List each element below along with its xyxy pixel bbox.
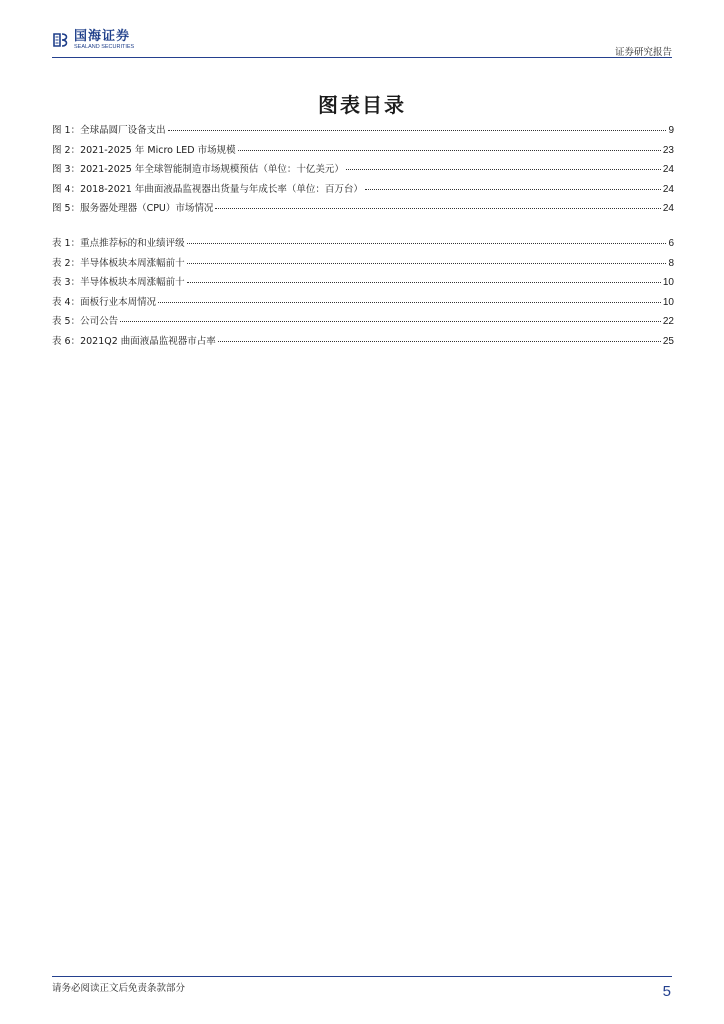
toc-entry-figure-2[interactable] — [52, 142, 674, 162]
toc-entry-page: 22 — [662, 316, 674, 327]
toc-entry-page: 24 — [662, 183, 674, 195]
table-list — [52, 235, 674, 352]
toc-entry-figure-1[interactable] — [52, 122, 674, 142]
dot-leader — [218, 332, 661, 342]
toc-entry-page: 24 — [662, 164, 674, 175]
page-number: 5 — [662, 983, 671, 1000]
toc-entry-page: 10 — [662, 296, 674, 308]
toc-entry-page: 9 — [668, 125, 674, 136]
header-divider — [52, 57, 672, 58]
toc-entry-label: 表 5：公司公告 — [52, 316, 119, 327]
toc-entry-page: 10 — [662, 277, 674, 288]
dot-leader — [215, 199, 660, 209]
toc-entry-page: 25 — [662, 335, 674, 347]
dot-leader — [158, 293, 661, 303]
sealand-logo-icon — [52, 31, 70, 49]
logo-chinese-name: 国海证券 — [74, 29, 131, 44]
toc-entry-label: 图 5：服务器处理器（CPU）市场情况 — [52, 203, 214, 214]
dot-leader — [120, 312, 661, 322]
toc-entry-table-4[interactable] — [52, 294, 674, 314]
figure-list — [52, 122, 674, 220]
company-logo — [52, 30, 134, 51]
toc-entry-table-5[interactable] — [52, 313, 674, 333]
toc-entry-label: 表 3：半导体板块本周涨幅前十 — [52, 277, 185, 288]
toc-entry-label: 表 6：2021Q2 曲面液晶监视器市占率 — [52, 335, 216, 347]
toc-entry-label: 图 3：2021-2025 年全球智能制造市场规模预估（单位：十亿美元） — [52, 164, 344, 175]
dot-leader — [187, 254, 667, 264]
toc-entry-page: 24 — [662, 203, 674, 214]
toc-entry-table-1[interactable] — [52, 235, 674, 255]
toc-entry-table-6[interactable] — [52, 333, 674, 353]
toc-entry-label: 图 1：全球晶圆厂设备支出 — [52, 125, 166, 136]
logo-english-name: SEALAND SECURITIES — [74, 44, 135, 50]
toc-entry-figure-4[interactable] — [52, 181, 674, 201]
footer-divider — [52, 976, 672, 977]
toc-entry-figure-3[interactable] — [52, 161, 674, 181]
page-header — [52, 30, 672, 58]
toc-entry-label: 图 2：2021-2025 年 Micro LED 市场规模 — [52, 144, 236, 156]
toc-entry-label: 表 4：面板行业本周情况 — [52, 296, 157, 308]
dot-leader — [187, 273, 661, 283]
dot-leader — [238, 141, 661, 151]
dot-leader — [187, 234, 667, 244]
toc-entry-table-3[interactable] — [52, 274, 674, 294]
toc-entry-label: 表 1：重点推荐标的和业绩评级 — [52, 238, 185, 249]
footer-disclaimer: 请务必阅读正文后免责条款部分 — [52, 983, 186, 994]
toc-entry-figure-5[interactable] — [52, 200, 674, 220]
report-type: 证券研究报告 — [614, 47, 672, 58]
page-title: 图表目录 — [318, 93, 406, 117]
toc-entry-page: 23 — [662, 144, 674, 156]
dot-leader — [346, 160, 661, 170]
dot-leader — [168, 121, 667, 131]
dot-leader — [365, 180, 661, 190]
toc-entry-page: 8 — [668, 257, 674, 269]
toc-entry-label: 图 4：2018-2021 年曲面液晶监视器出货量与年成长率（单位：百万台） — [52, 183, 363, 195]
toc-entry-label: 表 2：半导体板块本周涨幅前十 — [52, 257, 185, 269]
toc-entry-table-2[interactable] — [52, 255, 674, 275]
toc-entry-page: 6 — [668, 238, 674, 249]
